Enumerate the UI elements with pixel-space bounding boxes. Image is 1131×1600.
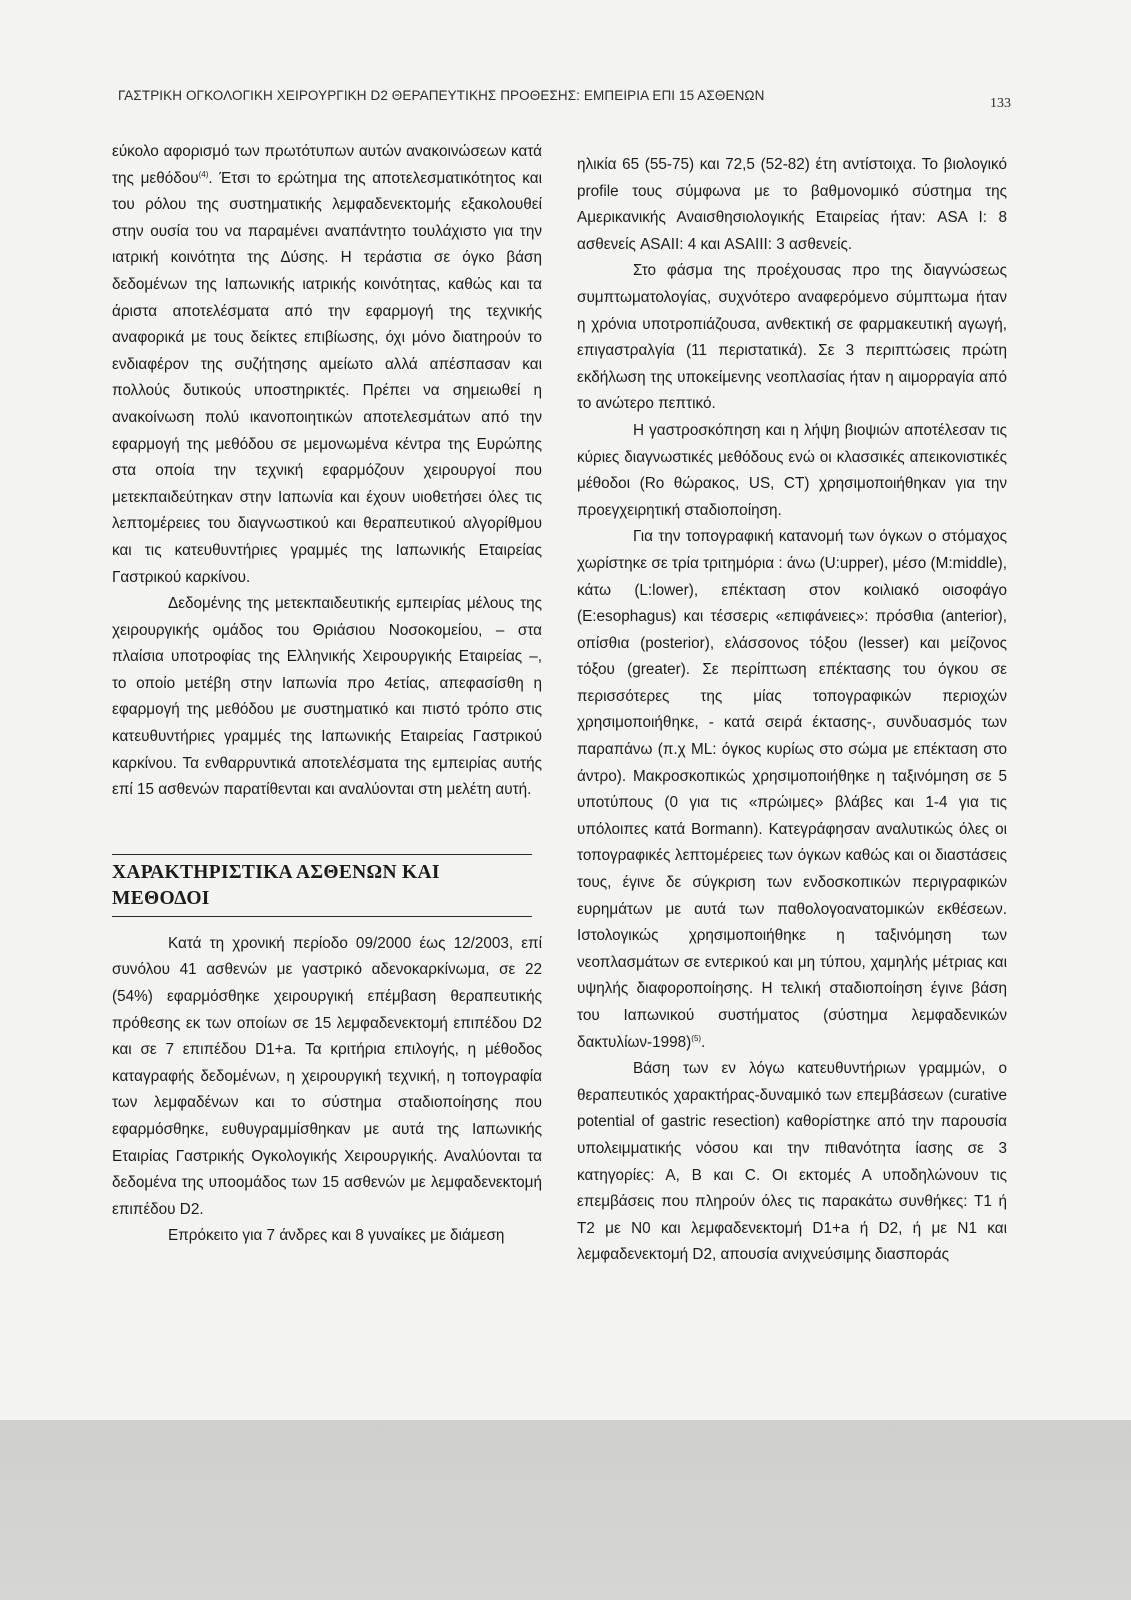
paragraph-demographics-continued: ηλικία 65 (55-75) και 72,5 (52-82) έτη αντίστοιχα. Το βιολογικό profile τους σύμφωνα με το βαθμονομικό σύστημα της Αμερικανικής Αναισθησιολογικής Εταιρείας ήταν: ASA I: 8 ασθενείς ASAII: 4 και ASAIII: 3 ασθενείς. [577,156,1007,253]
paragraph-diagnosis: Η γαστροσκόπηση και η λήψη βιοψιών αποτέλεσαν τις κύριες διαγνωστικές μεθόδους ενώ οι κλασσικές απεικονιστικές μέθοδοι (Ro θώρακος, US, CT) χρησιμοποιήθηκαν για την προεγχειρητική σταδιοποίηση. [577,421,1007,519]
paragraph-text: . [701,1033,706,1051]
section-heading: ΧΑΡΑΚΤΗΡΙΣΤΙΚΑ ΑΣΘΕΝΩΝ ΚΑΙ ΜΕΘΟΔΟΙ [112,854,532,917]
paragraph-intro-continued [112,139,542,591]
scan-bottom-edge [0,1420,1131,1600]
paragraph-thriasio: Δεδομένης της μετεκπαιδευτικής εμπειρίας μέλους της χειρουργικής ομάδος του Θριάσιου Νοσοκομείου, – στα πλαίσια υποτροφίας της Ελληνικής Χειρουργικής Εταιρείας –, το οποίο μετέβη στην Ιαπωνία προ 4ετίας, απεφασίσθη η εφαρμογή της μεθόδου με συστηματικό και πιστό τρόπο στις κατευθυντήριες γραμμές της Ιαπωνικής Εταιρείας Γαστρικού καρκίνου. Τα ενθαρρυντικά αποτελέσματα της εμπειρίας αυτής επί 15 ασθενών παρατίθενται και αναλύονται στη μελέτη αυτή. [112,595,542,799]
paragraph-symptoms: Στο φάσμα της προέχουσας προ της διαγνώσεως συμπτωματολογίας, συχνότερο αναφερόμενο σύμπτωμα ήταν η χρόνια υποτροπιάζουσα, ανθεκτική σε φαρμακευτική αγωγή, επιγαστραλγία (11 περιστατικά). Σε 3 περιπτώσεις πρώτη εκδήλωση της υποκείμενης νεοπλασίας ήταν η αιμορραγία από το ανώτερο πεπτικό. [577,262,1007,413]
reference-marker: (5) [691,1033,702,1043]
running-header: ΓΑΣΤΡΙΚΗ ΟΓΚΟΛΟΓΙΚΗ ΧΕΙΡΟΥΡΓΙΚΗ D2 ΘΕΡΑΠΕΥΤΙΚΗΣ ΠΡΟΘΕΣΗΣ: ΕΜΠΕΙΡΙΑ ΕΠΙ 15 ΑΣΘΕΝΩΝ [118,88,765,103]
paragraph-text: Για την τοπογραφική κατανομή των όγκων ο στόμαχος χωρίστηκε σε τρία τριτημόρια : άνω (U:upper), μέσο (M:middle), κάτω (L:lower), επέκταση στον κοιλιακό οισοφάγο (E:esophagus) και τέσσερις «επιφάνειες»: πρόσθια (anterior), οπίσθια (posterior), ελάσσονος τόξου (lesser) και μείζονος τόξου (greater). Σε περίπτωση επέκτασης του όγκου σε περισσότερες της μίας τοπογραφικών περιοχών χρησιμοποιήθηκε, - κατά σειρά έκτασης-, συνδυασμός των παραπάνω (π.χ ML: όγκος κυρίως στο σώμα με επέκταση στο άντρο). Μακροσκοπικώς χρησιμοποιήθηκε η ταξινόμηση σε 5 υποτύπους (0 για τις «πρώιμες» βλάβες και 1-4 για τις υπόλοιπες κατά Bormann). Κατεγράφησαν αναλυτικώς όλες οι τοπογραφικές λεπτομέρειες των όγκων καθώς και οι διαστάσεις τους, έγινε δε σύγκριση των ενδοσκοπικών περιγραφικών ευρημάτων με αυτά των παθολογοανατομικών εκθέσεων. Ιστολογικώς χρησιμοποιήθηκε η ταξινόμηση των νεοπλασμάτων σε εντερικού και μη τύπου, χαμηλής μέτριας και υψηλής διαφοροποίησης. Η τελική σταδιοποίηση έγινε βάση του Ιαπωνικού συστήματος (σύστημα λεμφαδενικών δακτυλίων-1998) [577,528,1007,1051]
right-column [577,152,1007,1269]
reference-marker: (4) [198,169,209,179]
page-number: 133 [990,96,1011,111]
left-column [112,139,542,1250]
paragraph-methods-period: Κατά τη χρονική περίοδο 09/2000 έως 12/2003, επί συνόλου 41 ασθενών με γαστρικό αδενοκαρκίνωμα, σε 22 (54%) εφαρμόσθηκε χειρουργική επέμβαση θεραπευτικής πρόθεσης εκ των οποίων σε 15 λεμφαδενεκτομή επιπέδου D2 και σε 7 επιπέδου D1+a. Τα κριτήρια επιλογής, η μέθοδος καταγραφής δεδομένων, η χειρουργική τεχνική, η τοπογραφία των λεμφαδένων και το σύστημα σταδιοποίησης που εφαρμόσθηκε, ευθυγραμμίσθηκαν με αυτά της Ιαπωνικής Εταιρίας Γαστρικής Ογκολογικής Χειρουργικής. Αναλύονται τα δεδομένα της υποομάδος των 15 ασθενών με λεμφαδενεκτομή επιπέδου D2. [112,934,542,1218]
paragraph-topography [577,524,1007,1056]
paragraph-curative-potential: Βάση των εν λόγω κατευθυντήριων γραμμών, ο θεραπευτικός χαρακτήρας-δυναμικό των επεμβάσεων (curative potential of gastric resection) καθορίστηκε από την παρουσία υπολειμματικής νόσου και την πιθανότητα ίασης σε 3 κατηγορίες: Α, Β και C. Οι εκτομές Α υποδηλώνουν τις επεμβάσεις που πληρούν όλες τις παρακάτω συνθήκες: T1 ή T2 με N0 και λεμφαδενεκτομή D1+a ή D2, ή με N1 και λεμφαδενεκτομή D2, απουσία ανιχνεύσιμης διασποράς [577,1060,1007,1264]
paragraph-text: εύκολο αφορισμό των πρωτότυπων αυτών ανακοινώσεων κατά της μεθόδου [112,143,542,187]
paragraph-demographics-start: Επρόκειτο για 7 άνδρες και 8 γυναίκες με διάμεση [168,1227,505,1245]
paragraph-text: . Έτσι το ερώτημα της αποτελεσματικότητος και του ρόλου της συστηματικής λεμφαδενεκτομής εξακολουθεί στην ουσία του να παραμένει αναπάντητο τουλάχιστο για την ιατρική κοινότητα της Δύσης. Η τεράστια σε όγκο βάση δεδομένων της Ιαπωνικής ιατρικής κοινότητας, καθώς και τα άριστα αποτελέσματα από την εφαρμογή της τεχνικής αναφορικά με τους δείκτες επιβίωσης, όχι μόνο διατηρούν το ενδιαφέρον της συζήτησης αμείωτο αλλά απέσπασαν και πολλούς δυτικούς υποστηρικτές. Πρέπει να σημειωθεί η ανακοίνωση πολύ ικανοποιητικών αποτελεσμάτων από την εφαρμογή της μεθόδου σε μεμονωμένα κέντρα της Ευρώπης στα οποία την τεχνική εφαρμόζουν χειρουργοί που μετεκπαιδεύτηκαν στην Ιαπωνία και έχουν υιοθετήσει όλες τις λεπτομέρειες του διαγνωστικού και θεραπευτικού αλγορίθμου και τις κατευθυντήριες γραμμές της Ιαπωνικής Εταιρείας Γαστρικού καρκίνου. [112,169,542,586]
